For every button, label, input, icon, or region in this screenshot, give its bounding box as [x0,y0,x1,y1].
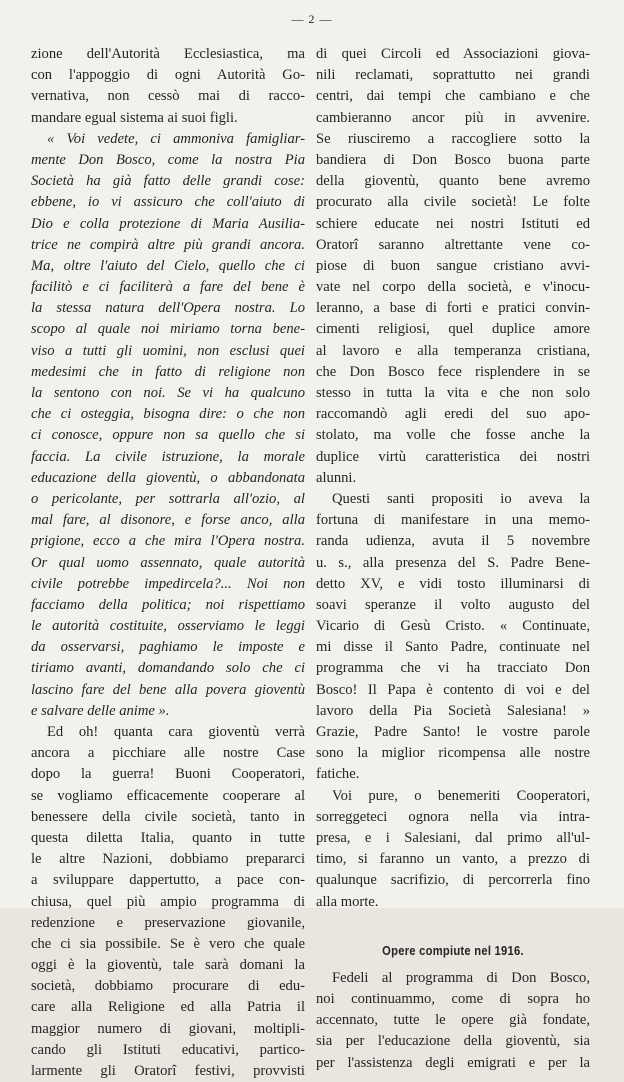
text-line: e salvare delle anime ». [31,702,170,719]
text-line: questa diletta Italia, quanto in tutte [31,829,305,846]
text-line: per l'assistenza degli emigrati e per la [316,1054,590,1071]
text-line: vate nel corpo della società, e v'inocu- [316,279,590,296]
text-line: mandare egual sistema ai suoi figli. [31,109,238,126]
text-line: le altre Nazioni, dobbiamo prepararci [31,851,305,868]
right-column-body [316,44,590,913]
text-line: Se riusciremo a raccogliere sotto la [316,130,590,147]
text-line: con l'appoggio di ogni Autorità Go- [31,67,305,84]
text-line: ci conosce, oppure non sa quello che si [31,427,305,444]
text-line: faccia. La civile istruzione, la morale [31,448,305,465]
text-line: u. s., alla presenza del S. Padre Bene- [316,554,590,571]
left-text-column [31,44,305,1082]
right-text-column [316,44,590,1074]
text-line: lavoro della Pia Società Salesiana! » [316,702,590,719]
text-line: che ci osteggia, bisogna dire: o che non [31,406,305,423]
text-line: Oratorî saranno altrettante vene co- [316,236,590,253]
text-line: detto XV, e vidi tosto illuminarsi di [316,575,590,592]
text-line: timo, si faranno un vanto, a prezzo di [316,851,590,868]
text-line: benessere della civile società, tanto in [31,808,305,825]
paragraph-spacer [316,913,590,934]
text-line: Grazie, Padre Santo! le vostre parole [316,724,590,740]
text-line: medesimi che in fatto di religione non [31,363,305,380]
text-line: stolato, ma volle che fosse anche la [316,427,590,444]
text-line: mi disse il Santo Padre, continuate nel [316,639,590,656]
text-line: fatiche. [316,766,360,783]
right-column-section-body [316,968,590,1074]
text-line: della gioventù, quanto bene avremo [316,173,590,190]
text-line: prigione, ecco a che mira l'Opera nostra. [31,533,305,550]
text-line: raccomandò agli eredi del suo apo- [316,406,590,423]
text-line: lascino fare del bene alla povera gioventù [31,681,305,698]
text-line: che ci sia possibile. Se è vero che quale [31,935,305,952]
text-line: ancora a picchiare alle nostre Case [31,745,305,762]
text-line: oggi è la gioventù, tale sarà domani la [31,957,305,974]
text-line: stesso in tutta la vita e che non solo [316,385,590,401]
text-line: mal fare, al disonore, e forse anco, alla [31,512,305,529]
text-line: alla morte. [316,893,379,910]
text-line: Società ha già fatto delle grandi cose: [31,173,305,190]
text-line: procurato alla civile società! Le folte [316,194,590,211]
text-line: sono la miglior ricompensa alle nostre [316,745,590,762]
text-line: qualunque sacrifizio, di percorrerla fino [316,872,590,889]
text-line: Dio e colla protezione di Maria Ausilia- [31,215,305,232]
text-line: leranno, a base di forti e pratici convin- [316,300,590,317]
text-line: randa udienza, avuta il 5 novembre [316,533,590,550]
text-line: se vogliamo efficacemente cooperare al [31,787,305,804]
text-line: zione dell'Autorità Ecclesiastica, ma [31,46,305,62]
text-line: centri, dai tempi che cambiano e che [316,88,590,105]
text-line: Voi pure, o benemeriti Cooperatori, [332,787,590,804]
text-line: maggior numero di giovani, moltipli- [31,1020,305,1037]
text-line: civile potrebbe impedircela?... Noi non [31,575,305,592]
text-line: dopo la guerra! Buoni Cooperatori, [31,766,305,783]
text-line: Ed oh! quanta cara gioventù verrà [47,724,305,740]
text-line: facilitò e ci faciliterà a fare del bene è [31,279,305,296]
text-line: da osservarsi, paghiamo le imposte e [31,639,305,656]
text-line: sorreggeteci ognora nella via intra- [316,808,590,825]
text-line: o pericolante, per sottrarla all'ozio, al [31,490,305,507]
text-line: chiusa, quel più ampio programma di [31,893,305,910]
text-line: a sviluppare dappertutto, a pace con- [31,872,305,889]
text-line: ebbene, io vi assicuro che coll'aiuto di [31,194,305,211]
text-line: alunni. [316,469,357,486]
text-line: educazione della gioventù, o abbandonata [31,469,305,486]
text-line: la sentono con noi. Se vi ha qualcuno [31,385,305,401]
text-line: duplice virtù caratteristica dei nostri [316,448,590,465]
text-line: larmente gli Oratorî festivi, provvisti [31,1063,305,1079]
text-line: società, dobbiamo procurare di edu- [31,978,305,995]
text-line: tiriamo avanti, domandando solo che ci [31,660,305,677]
text-line: cimenti religiosi, quel duplice amore [316,321,590,338]
text-line: accennato, tutte le opere già fondate, [316,1012,590,1029]
text-line: fortuna di manifestare in una memo- [316,512,590,529]
text-line: Ma, oltre l'aiuto del Cielo, quello che ci [31,257,305,274]
text-line: cando gli Istituti educativi, partico- [31,1041,305,1058]
text-line: di quei Circoli ed Associazioni giova- [316,46,590,62]
text-line: noi continuammo, come di sopra ho [316,991,590,1008]
text-line: sia per l'educazione della gioventù, sia [316,1033,590,1050]
text-line: scopo al quale noi miriamo torna bene- [31,321,305,338]
text-line: programma che vi ha tracciato Don [316,660,590,677]
text-line: care alla Religione ed alla Patria il [31,999,305,1016]
text-line: vernativa, non cessò mai di racco- [31,88,305,105]
text-line: facciamo della politica; noi rispettiamo [31,596,305,613]
text-line: le autorità costituite, osserviamo le leggi [31,618,305,635]
text-line: trice ne compirà altre più grandi ancora. [31,236,305,253]
text-line: al lavoro e alla temperanza cristiana, [316,342,590,359]
text-line: Vicario di Gesù Cristo. « Continuate, [316,618,590,635]
section-heading: Opere compiute nel 1916. [382,942,524,958]
page-number: — 2 — [291,12,333,26]
text-line: piose di buon sangue cristiano avvi- [316,257,590,274]
text-line: mente Don Bosco, come la nostra Pia [31,151,305,168]
text-line: cambieranno ancor più in avvenire. [316,109,590,126]
text-line: Or qual uomo assennato, quale autorità [31,554,305,571]
text-line: la stessa natura dell'Opera nostra. Lo [31,300,305,317]
text-line: bandiera di Don Bosco buona parte [316,151,590,168]
text-line: Questi santi propositi io aveva la [332,490,590,507]
text-line: Fedeli al programma di Don Bosco, [332,969,590,986]
text-line: schiere educate nei nostri Istituti ed [316,215,590,232]
text-line: nili reclamati, soprattutto nei grandi [316,67,590,84]
text-line: viso a tutti gli uomini, non esclusi quei [31,342,305,359]
text-line: « Voi vedete, ci ammoniva famigliar- [47,130,305,147]
text-line: redenzione e preservazione giovanile, [31,914,305,931]
text-line: soavi speranze il volto augusto del [316,596,590,613]
text-line: presa, e i Salesiani, dal primo all'ul- [316,829,590,846]
text-line: Bosco! Il Papa è contento di voi e del [316,681,590,698]
text-line: che Don Bosco fece risplendere in se [316,363,590,380]
